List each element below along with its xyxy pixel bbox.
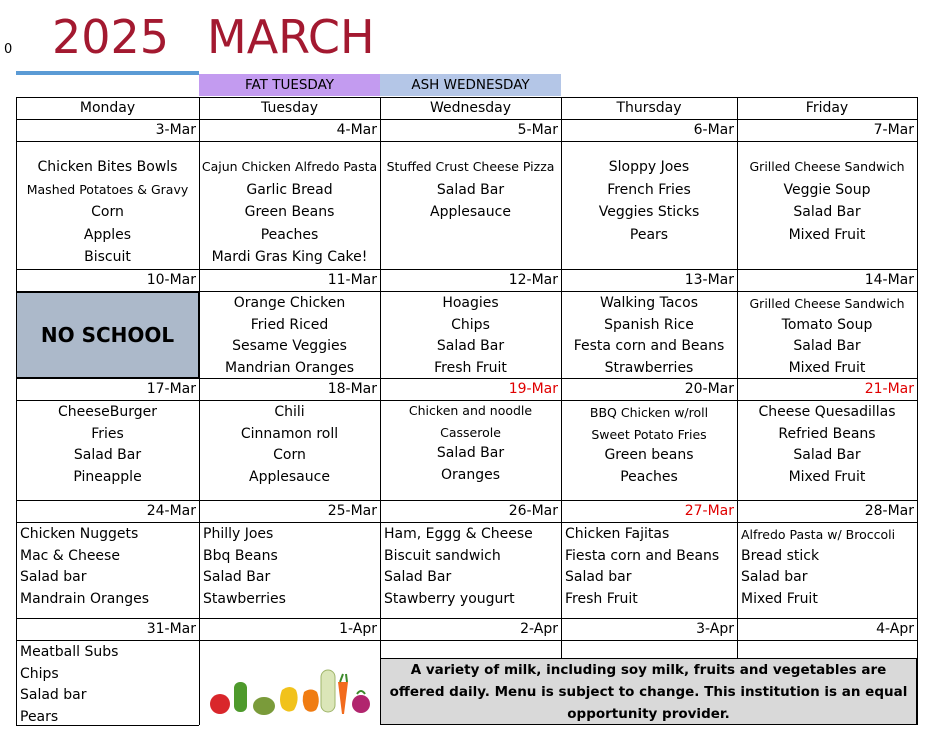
menu-item: Mixed Fruit	[741, 590, 818, 607]
menu-item: Peaches	[620, 468, 678, 485]
menu-item: Salad bar	[20, 687, 87, 703]
grid-line-h	[16, 522, 917, 523]
grid-line-h	[16, 119, 917, 120]
menu-item: Chicken Nuggets	[20, 526, 139, 542]
date-cell: 21-Mar	[864, 381, 914, 397]
menu-item: Mixed Fruit	[788, 359, 866, 376]
menu-item: Mixed Fruit	[788, 468, 866, 485]
banner-fat-tuesday: FAT TUESDAY	[199, 74, 380, 96]
date-cell: 5-Mar	[517, 122, 558, 138]
menu-item: Stawberry yougurt	[384, 590, 515, 607]
title-month: MARCH	[207, 10, 375, 64]
menu-item: Green beans	[604, 447, 694, 463]
date-cell: 2-Apr	[520, 621, 558, 637]
menu-item: Salad bar	[20, 569, 87, 585]
menu-item: CheeseBurger	[57, 404, 158, 420]
menu-item: Chips	[451, 316, 490, 333]
menu-item: Sloppy Joes	[608, 159, 690, 175]
menu-item: Chili	[274, 404, 305, 420]
day-header: Thursday	[616, 100, 682, 116]
menu-item: Biscuit sandwich	[384, 547, 501, 564]
date-cell: 6-Mar	[693, 122, 734, 138]
grid-line-v	[917, 97, 918, 725]
date-cell: 24-Mar	[146, 503, 196, 519]
menu-cell	[16, 522, 199, 618]
menu-item: Bread stick	[741, 547, 820, 564]
grid-line-v	[16, 97, 17, 725]
day-header: Wednesday	[429, 100, 512, 116]
date-cell: 14-Mar	[864, 272, 914, 288]
menu-item: Corn	[91, 204, 124, 220]
grid-line-h	[16, 725, 199, 726]
menu-item: Cajun Chicken Alfredo Pasta	[201, 159, 378, 174]
menu-item: Pears	[20, 708, 59, 725]
menu-item: Apples	[83, 226, 132, 243]
menu-item: Walking Tacos	[600, 295, 698, 311]
menu-item: Stawberries	[203, 590, 286, 607]
grid-line-v	[199, 97, 200, 725]
menu-item: Chicken Fajitas	[565, 526, 670, 542]
menu-cell	[16, 400, 199, 500]
menu-cell	[16, 640, 199, 725]
menu-item: Mixed Fruit	[788, 226, 866, 243]
menu-item: Orange Chicken	[233, 295, 346, 311]
menu-item: Meatball Subs	[20, 644, 119, 660]
menu-cell	[199, 141, 380, 269]
menu-cell	[199, 522, 380, 618]
menu-item: Salad Bar	[384, 569, 452, 585]
menu-cell	[16, 141, 199, 269]
menu-item: Salad Bar	[203, 569, 271, 585]
menu-item: Fresh Fruit	[565, 590, 638, 607]
menu-item: Cinnamon roll	[240, 425, 339, 442]
date-cell: 3-Mar	[155, 122, 196, 138]
vegetables-icon	[206, 660, 374, 720]
menu-item: Mandrian Oranges	[225, 359, 354, 376]
grid-line-v	[737, 97, 738, 725]
date-cell: 31-Mar	[146, 621, 196, 637]
menu-item: Tomato Soup	[781, 316, 873, 333]
menu-cell	[561, 522, 737, 618]
menu-item: Bbq Beans	[203, 547, 278, 564]
menu-cell	[561, 291, 737, 378]
menu-item: Philly Joes	[203, 526, 274, 542]
menu-item: Pineapple	[73, 468, 142, 485]
menu-cell	[737, 291, 917, 378]
date-cell: 11-Mar	[327, 272, 377, 288]
grid-line-h	[16, 640, 917, 641]
date-cell: 4-Mar	[336, 122, 377, 138]
date-cell: 3-Apr	[696, 621, 734, 637]
date-cell: 10-Mar	[146, 272, 196, 288]
grid-line-h	[16, 500, 917, 501]
menu-cell	[561, 400, 737, 500]
menu-cell	[199, 400, 380, 500]
menu-cell	[199, 291, 380, 378]
date-cell: 7-Mar	[873, 122, 914, 138]
menu-item: Veggie Soup	[783, 181, 871, 198]
menu-item: BBQ Chicken w/roll	[589, 405, 709, 420]
menu-item: Peaches	[260, 226, 319, 243]
menu-item: Salad Bar	[436, 338, 505, 354]
date-cell: 17-Mar	[146, 381, 196, 397]
menu-item: Strawberries	[604, 359, 694, 376]
menu-cell	[380, 141, 561, 269]
menu-item: Stuffed Crust Cheese Pizza	[386, 159, 555, 174]
grid-line-h	[16, 400, 917, 401]
menu-item: Festa corn and Beans	[573, 338, 725, 354]
title-underline	[16, 71, 199, 75]
date-cell: 18-Mar	[327, 381, 377, 397]
menu-item: Salad bar	[741, 569, 808, 585]
menu-cell	[737, 400, 917, 500]
menu-item: Chips	[20, 665, 59, 682]
menu-item: Fries	[91, 425, 124, 442]
menu-item: Mandrain Oranges	[20, 590, 149, 607]
notice-box: A variety of milk, including soy milk, fruits and vegetables are offered daily. Menu is subject to change. This institution is an equal opportunity provider.	[380, 658, 917, 725]
menu-cell	[380, 400, 561, 500]
menu-item: Salad Bar	[73, 447, 142, 463]
date-cell: 20-Mar	[684, 381, 734, 397]
date-cell: 1-Apr	[339, 621, 377, 637]
menu-item: Pears	[629, 226, 669, 243]
date-cell: 19-Mar	[508, 381, 558, 397]
menu-item: Salad Bar	[793, 447, 861, 463]
date-cell: 26-Mar	[508, 503, 558, 519]
date-cell: 13-Mar	[684, 272, 734, 288]
menu-item: Biscuit	[84, 249, 131, 265]
grid-line-h	[16, 97, 917, 98]
menu-cell	[380, 291, 561, 378]
menu-item: Garlic Bread	[246, 181, 333, 198]
menu-item: Salad Bar	[793, 338, 861, 354]
menu-item: Refried Beans	[778, 425, 876, 442]
banner-ash-wednesday: ASH WEDNESDAY	[380, 74, 561, 96]
date-cell: 25-Mar	[327, 503, 377, 519]
menu-item: Salad Bar	[436, 445, 505, 461]
grid-line-h	[16, 141, 917, 142]
menu-cell	[737, 141, 917, 269]
grid-line-v	[380, 97, 381, 725]
menu-item: Salad bar	[565, 569, 632, 585]
menu-item: Fresh Fruit	[434, 359, 507, 376]
menu-item: Green Beans	[244, 204, 335, 220]
date-cell: 4-Apr	[876, 621, 914, 637]
day-header: Monday	[79, 100, 136, 116]
day-header: Tuesday	[261, 100, 318, 116]
menu-item: Hoagies	[442, 295, 499, 311]
date-cell: 27-Mar	[684, 503, 734, 519]
menu-item: Chicken Bites Bowls	[37, 159, 178, 175]
menu-item: Ham, Eggg & Cheese	[384, 526, 533, 542]
corner-label: 0	[4, 42, 13, 57]
menu-cell	[737, 522, 917, 618]
menu-item: Fiesta corn and Beans	[565, 547, 720, 564]
menu-item: French Fries	[607, 181, 691, 198]
menu-item: Mardi Gras King Cake!	[211, 249, 368, 265]
menu-item: Veggies Sticks	[598, 204, 700, 220]
menu-item: Sweet Potato Fries	[591, 426, 707, 442]
menu-item: Salad Bar	[436, 181, 505, 198]
menu-item: Casserole	[440, 424, 501, 440]
menu-item: Sesame Veggies	[232, 338, 347, 354]
menu-item: Corn	[273, 447, 306, 463]
date-cell: 28-Mar	[864, 503, 914, 519]
menu-item: Salad Bar	[793, 204, 861, 220]
grid-line-h	[16, 618, 917, 619]
grid-line-h	[16, 378, 917, 379]
menu-cell	[380, 522, 561, 618]
menu-cell	[561, 141, 737, 269]
menu-item: Spanish Rice	[604, 316, 694, 333]
menu-item: Fried Riced	[250, 316, 329, 333]
menu-item: Grilled Cheese Sandwich	[749, 296, 905, 311]
grid-line-v	[561, 97, 562, 725]
menu-item: Applesauce	[249, 468, 330, 485]
menu-item: Grilled Cheese Sandwich	[749, 159, 905, 174]
menu-item: Mac & Cheese	[20, 547, 120, 564]
menu-item: Oranges	[440, 466, 501, 483]
title-year: 2025	[52, 10, 170, 64]
grid-line-h	[16, 269, 917, 270]
menu-item: Alfredo Pasta w/ Broccoli	[741, 527, 896, 542]
date-cell: 12-Mar	[508, 272, 558, 288]
day-header: Friday	[805, 100, 849, 116]
veggie-illustration	[206, 660, 374, 720]
menu-item: Applesauce	[430, 204, 511, 220]
no-school-block: NO SCHOOL	[16, 292, 199, 378]
menu-item: Chicken and noodle	[408, 403, 533, 418]
menu-item: Cheese Quesadillas	[758, 404, 896, 420]
menu-item: Mashed Potatoes & Gravy	[26, 181, 189, 197]
